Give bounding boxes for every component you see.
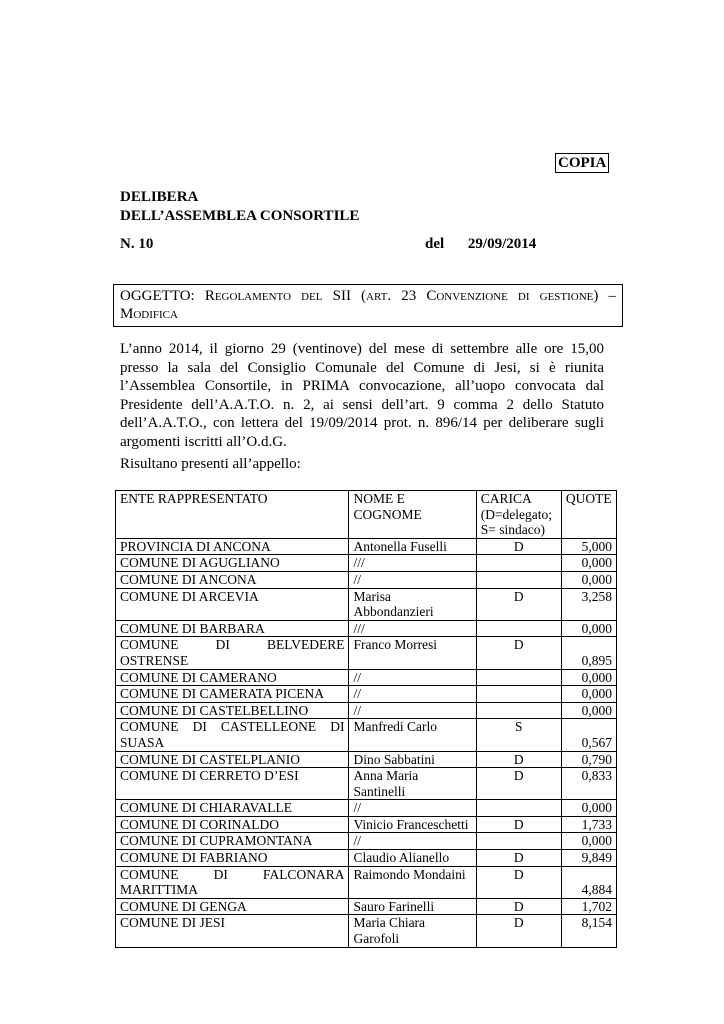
cell-ente: COMUNE DI BARBARA (116, 620, 349, 637)
cell-quote: 0,833 (561, 768, 616, 800)
table-row (116, 571, 617, 588)
cell-quote: 0,000 (561, 702, 616, 719)
cell-carica: D (476, 751, 561, 768)
cell-nome: /// (349, 620, 476, 637)
cell-ente: COMUNE DI JESI (116, 915, 349, 947)
cell-quote: 0,895 (561, 637, 616, 669)
cell-ente: COMUNE DI BELVEDERE OSTRENSE (116, 637, 349, 669)
header-ente: ENTE RAPPRESENTATO (116, 491, 349, 539)
title-line-1: DELIBERA (120, 189, 199, 205)
cell-quote: 0,790 (561, 751, 616, 768)
cell-carica: D (476, 850, 561, 867)
cell-ente: COMUNE DI FABRIANO (116, 850, 349, 867)
cell-quote: 5,000 (561, 538, 616, 555)
cell-nome: // (349, 800, 476, 817)
table-row (116, 915, 617, 947)
cell-carica: D (476, 637, 561, 669)
cell-nome: Vinicio Franceschetti (349, 816, 476, 833)
header-quote: QUOTE (561, 491, 616, 539)
cell-quote: 0,000 (561, 669, 616, 686)
cell-ente: COMUNE DI ANCONA (116, 571, 349, 588)
cell-ente: COMUNE DI FALCONARA MARITTIMA (116, 866, 349, 898)
cell-nome: Maria Chiara Garofoli (349, 915, 476, 947)
cell-nome: /// (349, 555, 476, 572)
table-row (116, 588, 617, 620)
cell-ente: COMUNE DI ARCEVIA (116, 588, 349, 620)
cell-ente: COMUNE DI CASTELBELLINO (116, 702, 349, 719)
body-paragraph: L’anno 2014, il giorno 29 (ventinove) del mese di settembre alle ore 15,00 presso la sala del Consiglio Comunale del Comune di Jesi, si è riunita l’Assemblea Consortile, in PRIMA convocazione, all’uopo convocata dal Presidente dell’A.A.T.O. n. 2, ai sensi dell’art. 9 comma 2 dello Statuto dell’A.A.T.O., con lettera del 19/09/2014 prot. n. 896/14 per deliberare sugli argomenti iscritti all’O.d.G. (120, 341, 604, 450)
cell-nome: Claudio Alianello (349, 850, 476, 867)
table-header-row (116, 491, 617, 539)
oggetto-label: OGGETTO: (120, 288, 195, 304)
cell-quote: 1,702 (561, 898, 616, 915)
table-row (116, 850, 617, 867)
cell-carica (476, 686, 561, 703)
cell-nome: // (349, 571, 476, 588)
copia-stamp: COPIA (555, 153, 609, 173)
cell-nome: Anna Maria Santinelli (349, 768, 476, 800)
cell-carica (476, 800, 561, 817)
table-row (116, 637, 617, 669)
cell-nome: Manfredi Carlo (349, 719, 476, 751)
del-label: del (425, 236, 445, 252)
header-carica-line-2: (D=delegato; (480, 506, 553, 522)
cell-quote: 0,000 (561, 620, 616, 637)
table-row (116, 800, 617, 817)
header-carica-line-3: S= sindaco) (480, 522, 545, 538)
cell-carica: D (476, 768, 561, 800)
appello-text: Risultano presenti all’appello: (120, 456, 301, 472)
cell-carica (476, 833, 561, 850)
header-carica (476, 491, 561, 539)
table-row (116, 538, 617, 555)
cell-quote: 0,567 (561, 719, 616, 751)
cell-quote: 8,154 (561, 915, 616, 947)
cell-ente: COMUNE DI CHIARAVALLE (116, 800, 349, 817)
cell-carica (476, 571, 561, 588)
cell-quote: 0,000 (561, 800, 616, 817)
cell-nome: Raimondo Mondaini (349, 866, 476, 898)
cell-ente: COMUNE DI CERRETO D’ESI (116, 768, 349, 800)
cell-carica: D (476, 816, 561, 833)
cell-ente: COMUNE DI CAMERATA PICENA (116, 686, 349, 703)
cell-ente: COMUNE DI AGUGLIANO (116, 555, 349, 572)
cell-nome: Sauro Farinelli (349, 898, 476, 915)
cell-quote: 4,884 (561, 866, 616, 898)
cell-carica: D (476, 538, 561, 555)
cell-carica (476, 620, 561, 637)
cell-nome: // (349, 669, 476, 686)
cell-nome: // (349, 702, 476, 719)
table-row (116, 620, 617, 637)
cell-nome: Antonella Fuselli (349, 538, 476, 555)
delibera-date: 29/09/2014 (467, 236, 537, 252)
cell-nome: // (349, 833, 476, 850)
table-row (116, 702, 617, 719)
cell-ente: COMUNE DI CUPRAMONTANA (116, 833, 349, 850)
cell-carica: D (476, 866, 561, 898)
cell-carica: D (476, 915, 561, 947)
cell-carica (476, 669, 561, 686)
cell-carica (476, 702, 561, 719)
oggetto-box (113, 284, 623, 327)
cell-carica (476, 555, 561, 572)
table-row (116, 719, 617, 751)
header-nome: NOME E COGNOME (349, 491, 476, 539)
cell-carica: D (476, 588, 561, 620)
cell-ente: COMUNE DI CASTELLEONE DI SUASA (116, 719, 349, 751)
cell-nome: Marisa Abbondanzieri (349, 588, 476, 620)
cell-ente: COMUNE DI CORINALDO (116, 816, 349, 833)
cell-quote: 0,000 (561, 833, 616, 850)
table-row (116, 816, 617, 833)
cell-quote: 1,733 (561, 816, 616, 833)
cell-nome: Franco Morresi (349, 637, 476, 669)
cell-carica: S (476, 719, 561, 751)
cell-ente: PROVINCIA DI ANCONA (116, 538, 349, 555)
delibera-date-block (425, 236, 536, 253)
cell-nome: // (349, 686, 476, 703)
title-line-2: DELL’ASSEMBLEA CONSORTILE (120, 208, 360, 224)
presenze-table (115, 490, 617, 948)
cell-quote: 0,000 (561, 686, 616, 703)
table-row (116, 669, 617, 686)
cell-quote: 0,000 (561, 571, 616, 588)
table-row (116, 686, 617, 703)
oggetto-text: Regolamento del SII (art. 23 Convenzione di gestione) – Modifica (120, 288, 617, 322)
cell-quote: 3,258 (561, 588, 616, 620)
table-row (116, 833, 617, 850)
table-row (116, 866, 617, 898)
table-row (116, 751, 617, 768)
cell-carica: D (476, 898, 561, 915)
header-carica-line-1: CARICA (480, 491, 532, 506)
cell-ente: COMUNE DI CAMERANO (116, 669, 349, 686)
table-row (116, 768, 617, 800)
cell-ente: COMUNE DI GENGA (116, 898, 349, 915)
table-row (116, 555, 617, 572)
document-title (120, 188, 359, 226)
cell-quote: 9,849 (561, 850, 616, 867)
cell-ente: COMUNE DI CASTELPLANIO (116, 751, 349, 768)
cell-nome: Dino Sabbatini (349, 751, 476, 768)
table-row (116, 898, 617, 915)
delibera-number: N. 10 (120, 236, 154, 252)
cell-quote: 0,000 (561, 555, 616, 572)
